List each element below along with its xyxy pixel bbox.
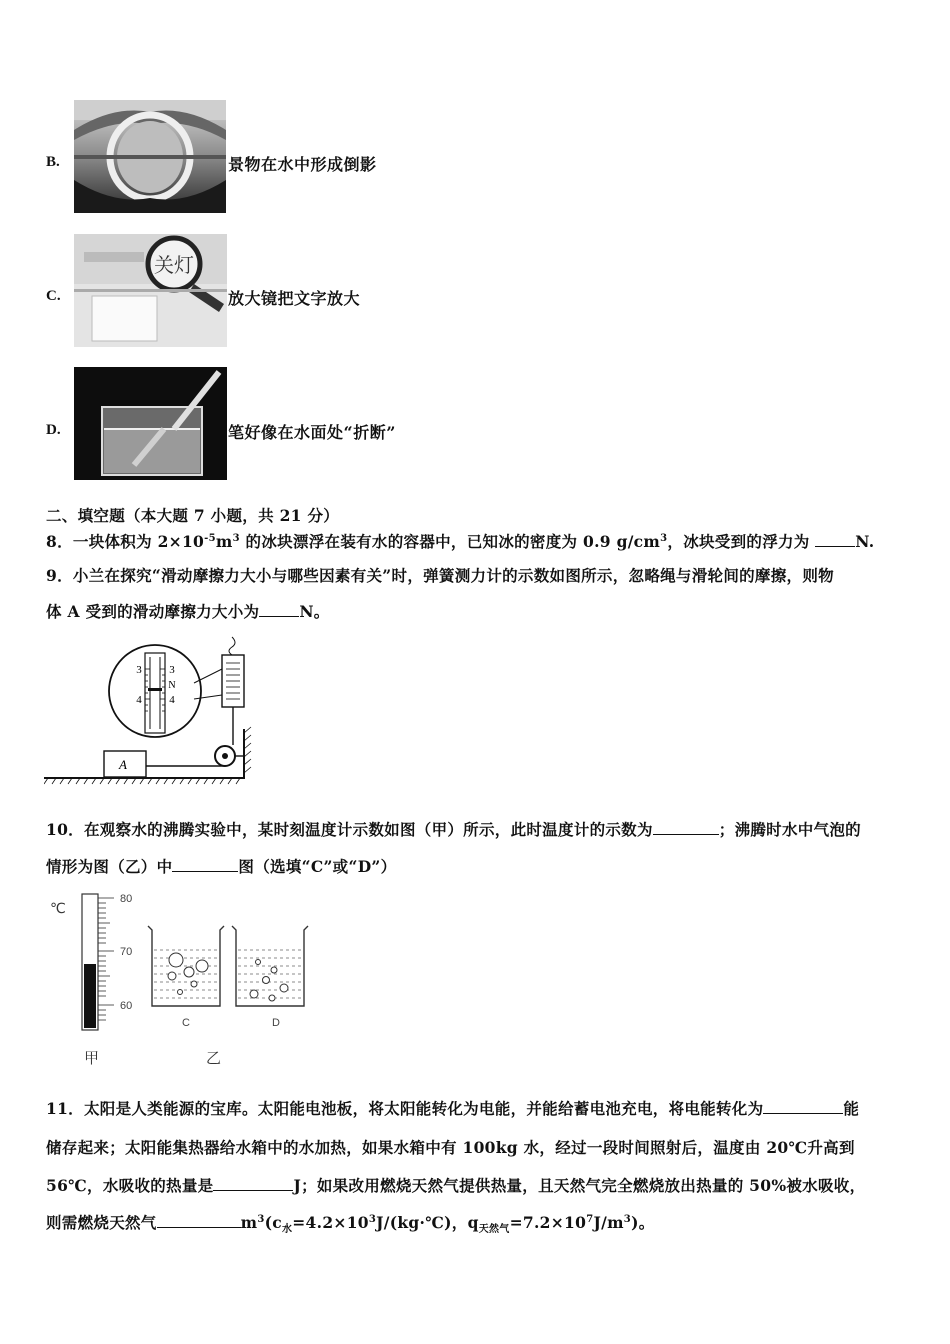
- option-d-letter: D.: [46, 422, 61, 438]
- scale-right-3: 3: [169, 664, 175, 676]
- q9-answer-blank[interactable]: [259, 602, 299, 617]
- scale-left-3: 3: [136, 664, 142, 676]
- question-9-line1: 9．小兰在探究“滑动摩擦力大小与哪些因素有关”时，弹簧测力计的示数如图所示，忽略绳与滑轮间的摩擦，则物: [46, 566, 834, 585]
- label-jia: 甲: [84, 1049, 100, 1067]
- option-c-letter: C.: [46, 288, 61, 304]
- question-11-line4: 则需燃烧天然气 $m^3(c_水=4.2\times 10^3J/(kg\cdot℃)$，$q_{天然气}=7.2\times 10^7J/m^3$)。: [46, 1213, 655, 1236]
- option-b-letter: B.: [46, 154, 60, 170]
- boiling-figure: [44, 888, 334, 1068]
- question-10-line1: 10．在观察水的沸腾实验中，某时刻温度计示数如图（甲）所示，此时温度计的示数为 ；沸腾时水中气泡的: [46, 820, 861, 839]
- tick-80: 80: [120, 893, 133, 905]
- thermometer-unit: ℃: [50, 901, 66, 917]
- q10-temperature-blank[interactable]: [653, 820, 719, 835]
- option-d-text: 笔好像在水面处“折断”: [228, 423, 396, 442]
- q11-gas-volume-blank[interactable]: [157, 1213, 241, 1228]
- block-a-label: A: [119, 757, 127, 772]
- beaker-d-label: D: [272, 1017, 280, 1029]
- section-title: 二、填空题（本大题 7 小题，共 21 分）: [46, 506, 340, 525]
- thermometer-liquid: [84, 964, 96, 1028]
- question-8: 8．一块体积为 $2\times 10^{-5}m^3$ 的冰块漂浮在装有水的容器中，已知冰的密度为 0.9 $g/cm^3$，冰块受到的浮力为 N.: [46, 532, 875, 551]
- question-11-line3: 56℃，水吸收的热量是 J；如果改用燃烧天然气提供热量，且天然气完全燃烧放出热量的 50%被水吸收，: [46, 1176, 866, 1195]
- tick-70: 70: [120, 946, 133, 958]
- scale-left-4: 4: [136, 694, 142, 706]
- spring-scale-figure: [44, 633, 264, 788]
- option-b-text: 景物在水中形成倒影: [228, 155, 377, 174]
- magnifier-sign-text: 关灯: [154, 253, 194, 277]
- magnifier-photo: [74, 234, 227, 347]
- q8-answer-blank[interactable]: [815, 532, 855, 547]
- question-11-line2: 储存起来；太阳能集热器给水箱中的水加热，如果水箱中有 100kg 水，经过一段时间照射后，温度由 20℃升高到: [46, 1138, 855, 1157]
- scale-unit: N: [168, 680, 176, 691]
- question-9-line2: 体 A 受到的滑动摩擦力大小为 N。: [46, 602, 330, 621]
- scale-pointer: [148, 688, 162, 691]
- q11-energy-blank[interactable]: [763, 1099, 843, 1114]
- q11-heat-blank[interactable]: [213, 1176, 293, 1191]
- beaker-c-label: C: [182, 1017, 190, 1029]
- scale-right-4: 4: [169, 694, 175, 706]
- question-11-line1: 11．太阳是人类能源的宝库。太阳能电池板，将太阳能转化为电能，并能给蓄电池充电，将电能转化为 能: [46, 1099, 860, 1118]
- label-yi: 乙: [206, 1049, 222, 1067]
- q10-beaker-blank[interactable]: [172, 857, 238, 872]
- tick-60: 60: [120, 1000, 133, 1012]
- question-10-line2: 情形为图（乙）中 图（选填“C”或“D”）: [46, 857, 397, 876]
- bridge-reflection-photo: [74, 100, 226, 213]
- pencil-in-water-photo: [74, 367, 227, 480]
- option-c-text: 放大镜把文字放大: [228, 289, 361, 308]
